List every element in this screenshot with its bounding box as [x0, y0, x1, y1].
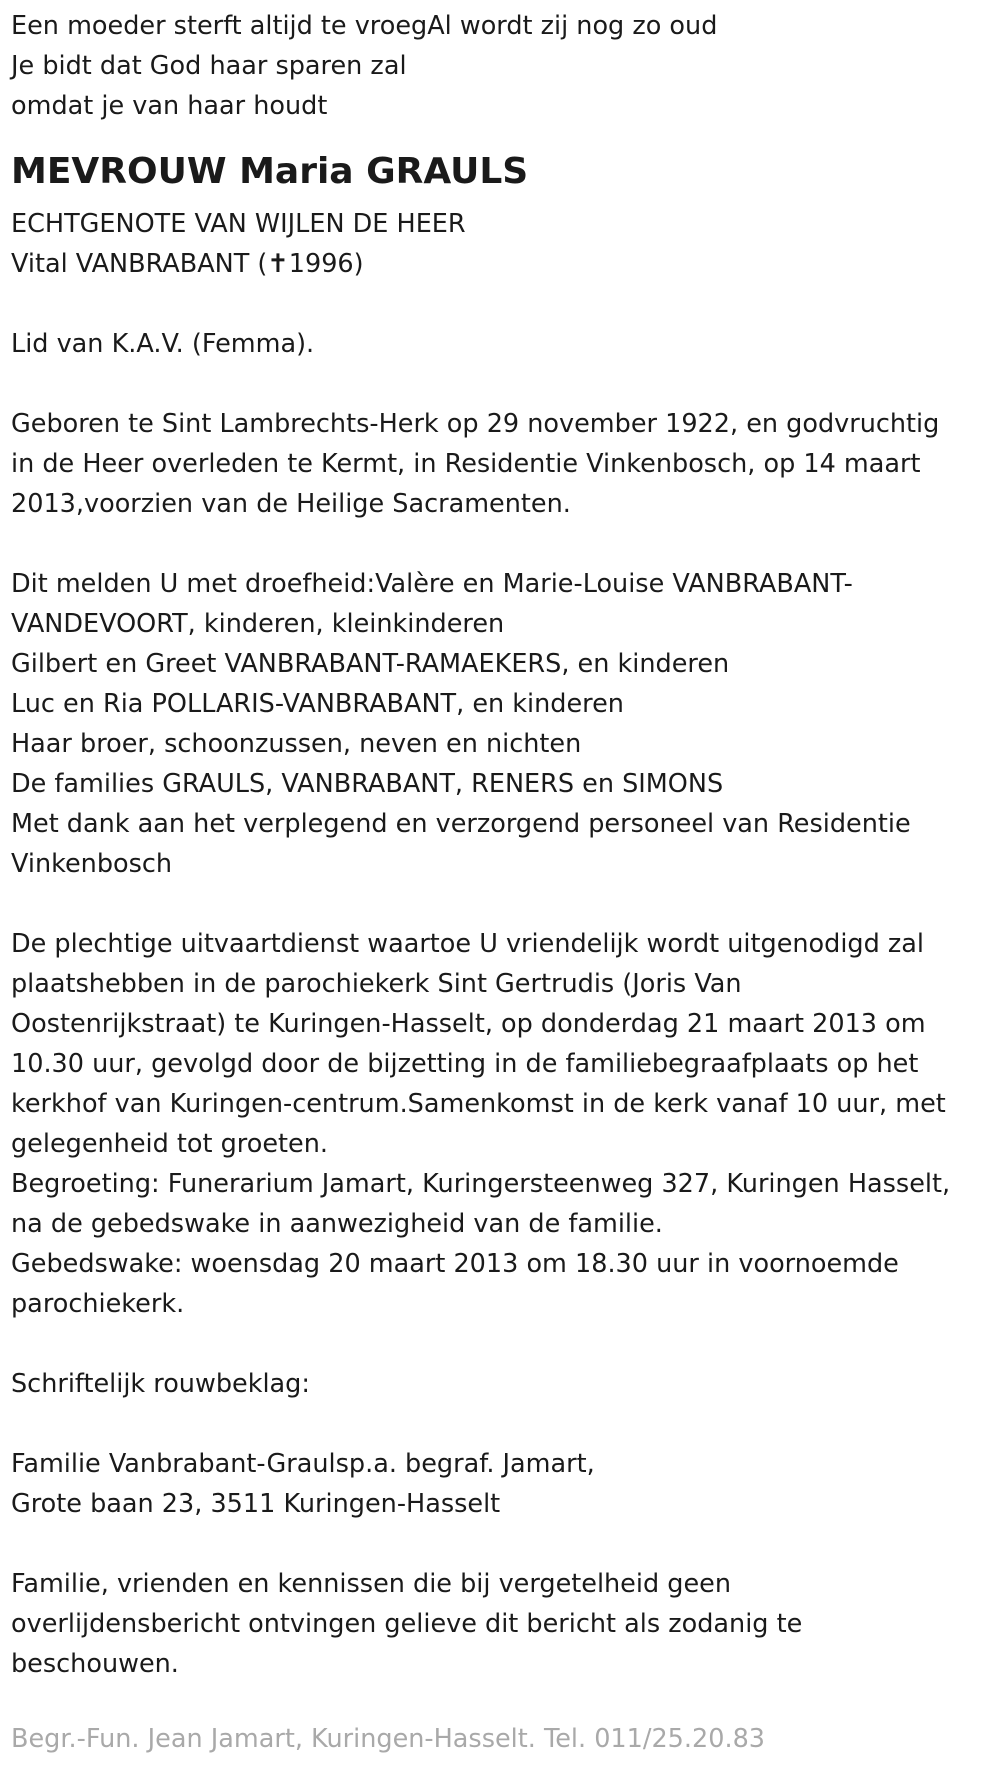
- paragraph-line: Gebedswake: woensdag 20 maart 2013 om 18.30 uur in voornoemde: [11, 1249, 899, 1279]
- condolence-heading: Schriftelijk rouwbeklag:: [11, 1369, 310, 1399]
- paragraph-line: Haar broer, schoonzussen, neven en nichten: [11, 729, 582, 759]
- notice-paragraph: [11, 1564, 988, 1684]
- service-paragraph: [11, 924, 988, 1324]
- paragraph-line: Met dank aan het verplegend en verzorgend personeel van Residentie: [11, 809, 911, 839]
- paragraph-line: Dit melden U met droefheid:Valère en Marie-Louise VANBRABANT-: [11, 569, 853, 599]
- paragraph-line: Luc en Ria POLLARIS-VANBRABANT, en kinderen: [11, 689, 624, 719]
- deceased-name: MEVROUW Maria GRAULS: [11, 151, 529, 192]
- paragraph-line: VANDEVOORT, kinderen, kleinkinderen: [11, 609, 505, 639]
- paragraph-line: Gilbert en Greet VANBRABANT-RAMAEKERS, en kinderen: [11, 649, 730, 679]
- poem: [11, 6, 988, 126]
- paragraph-line: kerkhof van Kuringen-centrum.Samenkomst in de kerk vanaf 10 uur, met: [11, 1089, 946, 1119]
- paragraph-line: gelegenheid tot groeten.: [11, 1129, 328, 1159]
- paragraph-line: Geboren te Sint Lambrechts-Herk op 29 november 1922, en godvruchtig: [11, 409, 940, 439]
- paragraph-line: beschouwen.: [11, 1649, 179, 1679]
- address-line: Grote baan 23, 3511 Kuringen-Hasselt: [11, 1489, 501, 1519]
- funeral-home-footer: Begr.-Fun. Jean Jamart, Kuringen-Hasselt. Tel. 011/25.20.83: [11, 1724, 766, 1754]
- paragraph-line: parochiekerk.: [11, 1289, 185, 1319]
- paragraph-line: De plechtige uitvaartdienst waartoe U vriendelijk wordt uitgenodigd zal: [11, 929, 924, 959]
- spouse-info: [11, 204, 988, 284]
- poem-line: omdat je van haar houdt: [11, 91, 328, 121]
- paragraph-line: 2013,voorzien van de Heilige Sacramenten.: [11, 489, 571, 519]
- paragraph-line: Oostenrijkstraat) te Kuringen-Hasselt, op donderdag 21 maart 2013 om: [11, 1009, 926, 1039]
- poem-line: Een moeder sterft altijd te vroegAl wordt zij nog zo oud: [11, 11, 718, 41]
- announcement-paragraph: [11, 564, 988, 884]
- membership: Lid van K.A.V. (Femma).: [11, 329, 315, 359]
- paragraph-line: na de gebedswake in aanwezigheid van de familie.: [11, 1209, 663, 1239]
- condolence-address: [11, 1444, 988, 1524]
- paragraph-line: Begroeting: Funerarium Jamart, Kuringersteenweg 327, Kuringen Hasselt,: [11, 1169, 951, 1199]
- relation-line: ECHTGENOTE VAN WIJLEN DE HEER: [11, 209, 466, 239]
- paragraph-line: in de Heer overleden te Kermt, in Residentie Vinkenbosch, op 14 maart: [11, 449, 921, 479]
- paragraph-line: De families GRAULS, VANBRABANT, RENERS en SIMONS: [11, 769, 724, 799]
- paragraph-line: 10.30 uur, gevolgd door de bijzetting in de familiebegraafplaats op het: [11, 1049, 919, 1079]
- paragraph-line: overlijdensbericht ontvingen gelieve dit bericht als zodanig te: [11, 1609, 803, 1639]
- paragraph-line: Familie, vrienden en kennissen die bij vergetelheid geen: [11, 1569, 731, 1599]
- spouse-line: Vital VANBRABANT (✝1996): [11, 249, 364, 279]
- poem-line: Je bidt dat God haar sparen zal: [11, 51, 407, 81]
- paragraph-line: Vinkenbosch: [11, 849, 173, 879]
- address-line: Familie Vanbrabant-Graulsp.a. begraf. Jamart,: [11, 1449, 595, 1479]
- paragraph-line: plaatshebben in de parochiekerk Sint Gertrudis (Joris Van: [11, 969, 742, 999]
- birth-death-paragraph: [11, 404, 988, 524]
